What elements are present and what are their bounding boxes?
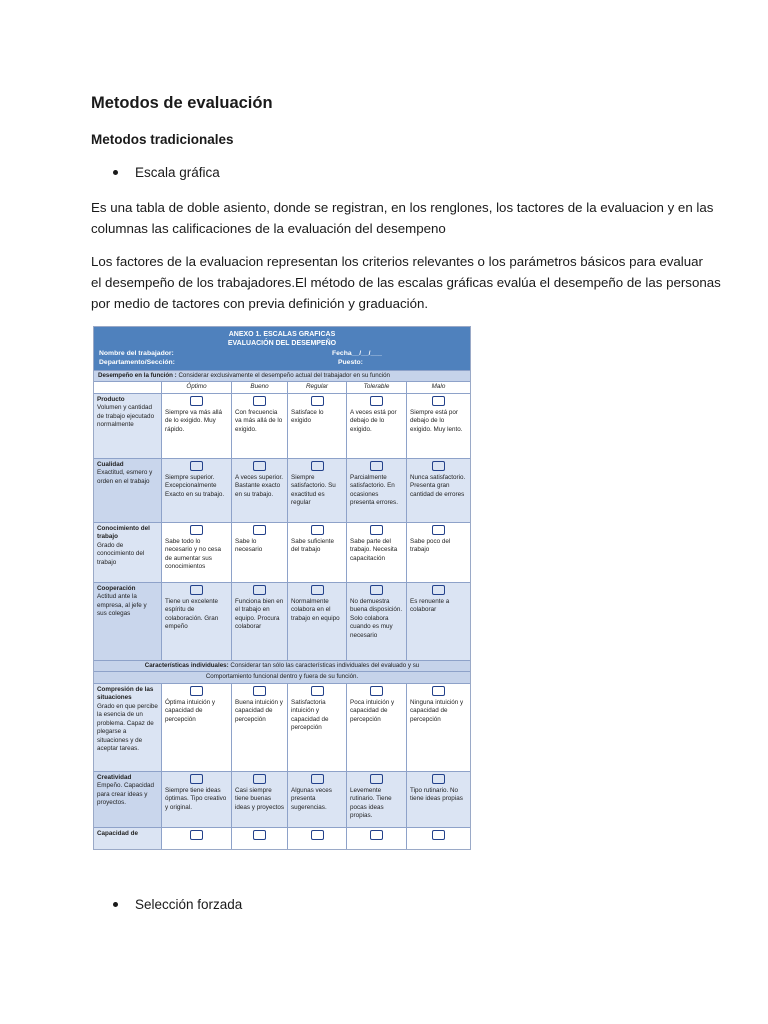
rating-cell bbox=[288, 772, 347, 828]
rating-cell bbox=[288, 523, 347, 583]
rating-cell bbox=[407, 459, 470, 523]
rating-checkbox[interactable] bbox=[370, 686, 383, 696]
rating-description: Buena intuición y capacidad de percepción bbox=[235, 698, 283, 723]
section-header-performance bbox=[94, 370, 470, 382]
rating-checkbox[interactable] bbox=[253, 774, 266, 784]
rating-cell bbox=[347, 523, 407, 583]
rating-cell bbox=[162, 772, 232, 828]
rating-cell bbox=[232, 772, 288, 828]
section-note: Considerar exclusivamente el desempeño actual del trabajador en su función bbox=[178, 372, 391, 379]
rating-description: Óptima intuición y capacidad de percepción bbox=[165, 698, 216, 723]
factor-name: Compresión de las situaciones bbox=[97, 685, 154, 702]
rating-checkbox[interactable] bbox=[190, 774, 203, 784]
rating-checkbox[interactable] bbox=[370, 525, 383, 535]
rating-description: Sabe poco del trabajo bbox=[410, 537, 451, 554]
rating-cell bbox=[347, 684, 407, 772]
rating-description: Sabe todo lo necesario y no cesa de aumentar sus conocimientos bbox=[165, 537, 222, 571]
paragraph-2 bbox=[91, 251, 721, 314]
rating-checkbox[interactable] bbox=[432, 585, 445, 595]
rating-cell bbox=[407, 684, 470, 772]
rating-checkbox[interactable] bbox=[311, 461, 324, 471]
rating-checkbox[interactable] bbox=[190, 525, 203, 535]
factor-cell bbox=[94, 828, 162, 850]
rating-description: Siempre superior. Excepcionalmente Exacto en su trabajo. bbox=[165, 473, 225, 498]
factor-cell bbox=[94, 394, 162, 459]
rating-checkbox[interactable] bbox=[370, 396, 383, 406]
rating-checkbox[interactable] bbox=[432, 396, 445, 406]
section-title: Características individuales: bbox=[144, 661, 229, 669]
rating-description: Siempre tiene ideas óptimas. Tipo creativo y original. bbox=[165, 786, 227, 811]
rating-description: Algunas veces presenta sugerencias. bbox=[291, 786, 332, 811]
rating-checkbox[interactable] bbox=[432, 461, 445, 471]
factor-cell bbox=[94, 523, 162, 583]
rating-description: Tiene un excelente espíritu de colaboración. Gran empeño bbox=[165, 597, 219, 631]
rating-checkbox[interactable] bbox=[190, 461, 203, 471]
position-label: Puesto: bbox=[338, 359, 363, 366]
rating-cell bbox=[407, 828, 470, 850]
column-header: Malo bbox=[407, 382, 470, 394]
rating-description: Parcialmente satisfactorio. En ocasiones presenta errores. bbox=[350, 473, 398, 507]
rating-description: Tipo rutinario. No tiene ideas propias bbox=[410, 786, 463, 803]
rating-description: Satisface lo exigido bbox=[291, 408, 324, 425]
rating-description: Casi siempre tiene buenas ideas y proyectos bbox=[235, 786, 285, 811]
column-header: Regular bbox=[288, 382, 347, 394]
rating-checkbox[interactable] bbox=[253, 686, 266, 696]
rating-checkbox[interactable] bbox=[432, 830, 445, 840]
rating-checkbox[interactable] bbox=[370, 461, 383, 471]
factor-description: Volumen y cantidad de trabajo ejecutado normalmente bbox=[97, 404, 155, 429]
bullet-icon bbox=[113, 170, 118, 175]
rating-cell bbox=[232, 523, 288, 583]
paragraph-line: el desempeño de los trabajadores.El método de las escalas gráficas evalúa el desempeño de las personas bbox=[91, 275, 721, 290]
paragraph-line: Es una tabla de doble asiento, donde se registran, en los renglones, los tactores de la evaluacion y en las bbox=[91, 200, 714, 215]
rating-checkbox[interactable] bbox=[190, 396, 203, 406]
rating-cell bbox=[162, 684, 232, 772]
rating-cell bbox=[407, 523, 470, 583]
rating-description: Satisfactoria intuición y capacidad de percepción bbox=[291, 698, 329, 732]
rating-cell bbox=[347, 583, 407, 661]
rating-checkbox[interactable] bbox=[432, 686, 445, 696]
form-row bbox=[94, 583, 470, 661]
form-subtitle: EVALUACIÓN DEL DESEMPEÑO bbox=[227, 340, 337, 347]
rating-checkbox[interactable] bbox=[311, 396, 324, 406]
rating-cell bbox=[162, 523, 232, 583]
rating-cell bbox=[407, 394, 470, 459]
rating-checkbox[interactable] bbox=[311, 525, 324, 535]
rating-checkbox[interactable] bbox=[370, 830, 383, 840]
page-title: Metodos de evaluación bbox=[91, 94, 273, 112]
rating-description: Siempre está por debajo de lo exigido. Muy lento. bbox=[410, 408, 463, 433]
rating-cell bbox=[288, 583, 347, 661]
evaluation-form-image bbox=[93, 326, 471, 850]
factor-description: Actitud ante la empresa, al jefe y sus colegas bbox=[97, 593, 147, 618]
date-label: Fecha__/__/___ bbox=[332, 350, 382, 357]
section-title: Desempeño en la función : bbox=[98, 372, 177, 379]
rating-description: No demuestra buena disposición. Solo colabora cuando es muy necesario bbox=[350, 597, 403, 639]
rating-description: A veces está por debajo de lo exigido. bbox=[350, 408, 397, 433]
rating-checkbox[interactable] bbox=[253, 830, 266, 840]
corner-cell bbox=[94, 382, 162, 394]
rating-cell bbox=[347, 394, 407, 459]
factor-description: Grado en que percibe la esencia de un problema. Capaz de plegarse a situaciones y de aceptar tareas. bbox=[97, 702, 158, 753]
section-subtitle: Metodos tradicionales bbox=[91, 132, 234, 147]
form-row bbox=[94, 523, 470, 583]
factor-cell bbox=[94, 583, 162, 661]
form-row bbox=[94, 772, 470, 828]
rating-checkbox[interactable] bbox=[311, 585, 324, 595]
rating-cell bbox=[162, 828, 232, 850]
factor-name: Creatividad bbox=[97, 773, 132, 781]
rating-cell bbox=[232, 828, 288, 850]
worker-name-label: Nombre del trabajador: bbox=[99, 350, 174, 357]
factor-name: Capacidad de bbox=[97, 829, 138, 837]
rating-checkbox[interactable] bbox=[253, 396, 266, 406]
column-header: Óptimo bbox=[162, 382, 232, 394]
factor-description: Exactitud, esmero y orden en el trabajo bbox=[97, 469, 153, 485]
rating-checkbox[interactable] bbox=[311, 830, 324, 840]
rating-description: Sabe suficiente del trabajo bbox=[291, 537, 335, 554]
form-title: ANEXO 1. ESCALAS GRAFICAS bbox=[228, 331, 336, 338]
factor-cell bbox=[94, 684, 162, 772]
rating-cell bbox=[347, 828, 407, 850]
column-header: Bueno bbox=[232, 382, 288, 394]
rating-cell bbox=[407, 772, 470, 828]
factor-cell bbox=[94, 459, 162, 523]
rating-cell bbox=[288, 828, 347, 850]
column-header: Tolerable bbox=[347, 382, 407, 394]
rating-description: Nunca satisfactorio. Presenta gran cantidad de errores bbox=[410, 473, 466, 498]
rating-checkbox[interactable] bbox=[190, 585, 203, 595]
rating-column-headers bbox=[94, 382, 470, 394]
rating-description: Sabe lo necesario bbox=[235, 537, 263, 554]
rating-checkbox[interactable] bbox=[311, 774, 324, 784]
form-row bbox=[94, 684, 470, 772]
rating-cell bbox=[288, 394, 347, 459]
rating-cell bbox=[347, 459, 407, 523]
paragraph-1 bbox=[91, 197, 714, 239]
rating-checkbox[interactable] bbox=[253, 525, 266, 535]
factor-name: Producto bbox=[97, 395, 125, 403]
bullet-text: Escala gráfica bbox=[135, 165, 220, 180]
rating-description: Normalmente colabora en el trabajo en equipo bbox=[291, 597, 340, 622]
bullet-icon bbox=[113, 902, 118, 907]
rating-description: Sabe parte del trabajo. Necesita capacitación bbox=[350, 537, 398, 562]
rating-cell bbox=[407, 583, 470, 661]
paragraph-line: columnas las calificaciones de la evaluación del desempeno bbox=[91, 221, 446, 236]
rating-description: Es renuente a colaborar bbox=[410, 597, 450, 614]
form-row bbox=[94, 394, 470, 459]
form-header bbox=[94, 327, 470, 370]
rating-checkbox[interactable] bbox=[311, 686, 324, 696]
bullet-text: Selección forzada bbox=[135, 897, 243, 912]
bullet-item bbox=[113, 897, 242, 912]
rating-checkbox[interactable] bbox=[432, 774, 445, 784]
bullet-item bbox=[113, 165, 220, 180]
section-note-line2: Comportamiento funcional dentro y fuera de su función. bbox=[94, 672, 470, 683]
form-row bbox=[94, 459, 470, 523]
rating-checkbox[interactable] bbox=[190, 686, 203, 696]
rating-cell bbox=[288, 459, 347, 523]
rating-checkbox[interactable] bbox=[253, 585, 266, 595]
rating-checkbox[interactable] bbox=[190, 830, 203, 840]
section-note: Considerar tan sólo las características individuales del evaluado y su bbox=[230, 661, 420, 669]
factor-name: Conocimiento del trabajo bbox=[97, 524, 150, 541]
rating-cell bbox=[288, 684, 347, 772]
rating-description: A veces superior. Bastante exacto en su trabajo. bbox=[235, 473, 283, 498]
rating-description: Levemente rutinario. Tiene pocas ideas propias. bbox=[350, 786, 392, 820]
rating-cell bbox=[232, 394, 288, 459]
paragraph-line: Los factores de la evaluacion representan los criterios relevantes o los parámetros básicos para evaluar bbox=[91, 254, 703, 269]
paragraph-line: por medio de tactores con previa definición y graduación. bbox=[91, 296, 429, 311]
factor-cell bbox=[94, 772, 162, 828]
rating-checkbox[interactable] bbox=[253, 461, 266, 471]
rating-cell bbox=[162, 394, 232, 459]
factor-name: Cualidad bbox=[97, 460, 124, 468]
rating-cell bbox=[162, 459, 232, 523]
rating-checkbox[interactable] bbox=[432, 525, 445, 535]
rating-checkbox[interactable] bbox=[370, 585, 383, 595]
form-row bbox=[94, 828, 470, 850]
department-label: Departamento/Sección: bbox=[99, 359, 175, 366]
rating-description: Siempre satisfactorio. Su exactitud es regular bbox=[291, 473, 336, 507]
rating-cell bbox=[162, 583, 232, 661]
rating-checkbox[interactable] bbox=[370, 774, 383, 784]
rating-description: Poca intuición y capacidad de percepción bbox=[350, 698, 395, 723]
rating-description: Funciona bien en el trabajo en equipo. Procura colaborar bbox=[235, 597, 284, 631]
rating-description: Con frecuencia va más allá de lo exigido. bbox=[235, 408, 283, 433]
rating-description: Ninguna intuición y capacidad de percepción bbox=[410, 698, 464, 723]
factor-name: Cooperación bbox=[97, 584, 136, 592]
rating-cell bbox=[232, 459, 288, 523]
rating-cell bbox=[232, 583, 288, 661]
rating-cell bbox=[232, 684, 288, 772]
section-header-individual bbox=[94, 661, 470, 672]
factor-description: Empeño. Capacidad para crear ideas y proyectos. bbox=[97, 782, 155, 807]
rating-cell bbox=[347, 772, 407, 828]
factor-description: Grado de conocimiento del trabajo bbox=[97, 541, 145, 566]
rating-description: Siempre va más allá de lo exigido. Muy rápido. bbox=[165, 408, 223, 433]
